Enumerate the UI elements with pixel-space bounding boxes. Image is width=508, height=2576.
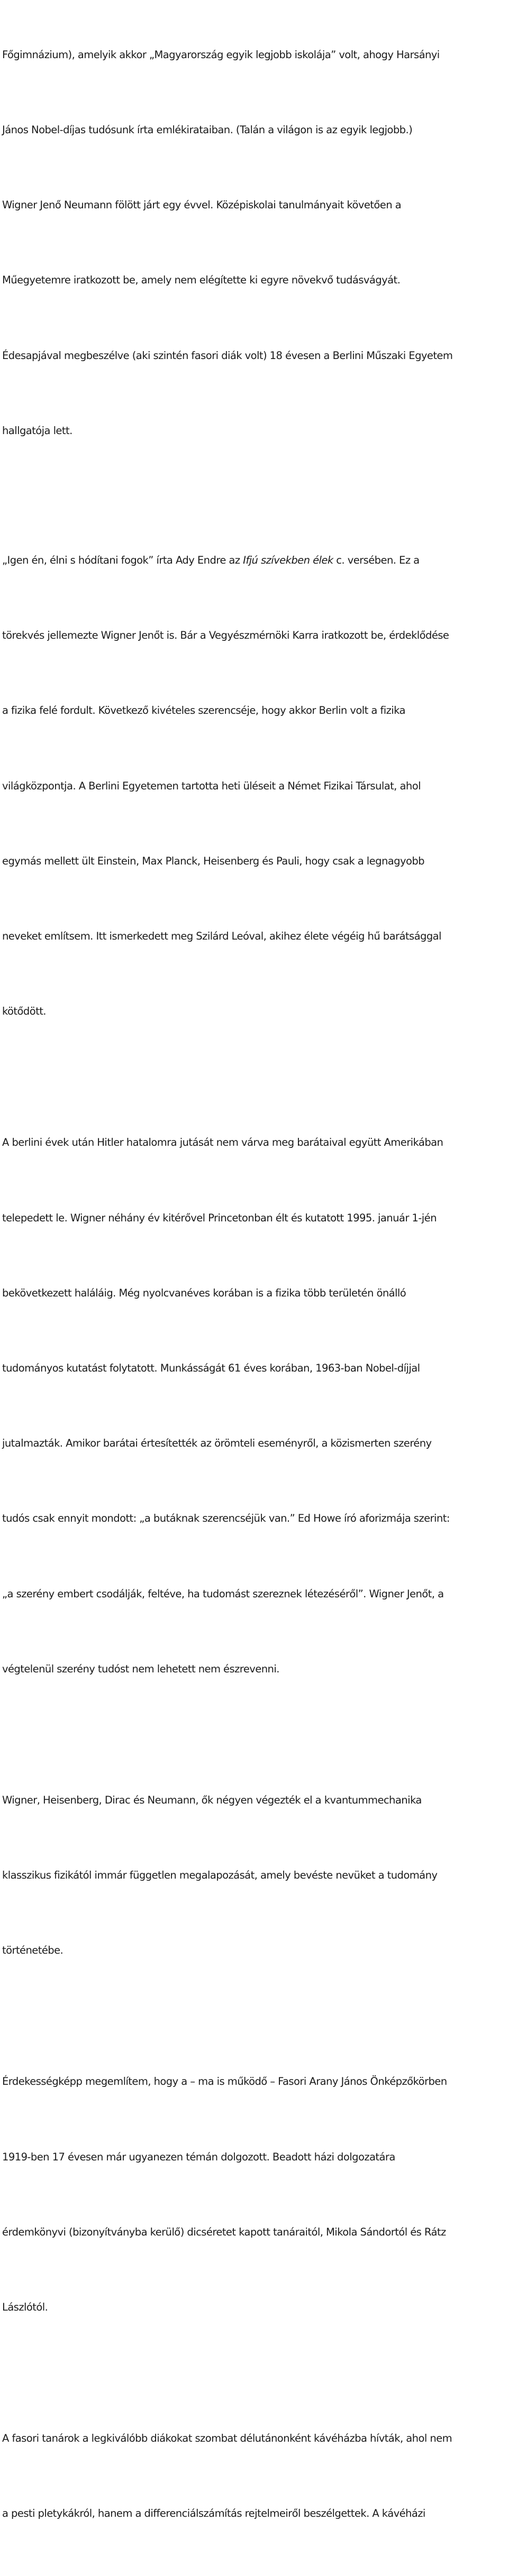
text-line: János Nobel-díjas tudósunk írta emlékirataiban. (Talán a világon is az egyik legjobb.) — [2, 124, 413, 136]
text-line: törekvés jellemezte Wigner Jenőt is. Bár a Vegyészmérnöki Karra iratkozott be, érdeklődése — [2, 629, 449, 642]
text-line — [2, 548, 508, 573]
paragraph-gap — [2, 1732, 508, 1737]
text-line: történetébe. — [2, 1944, 64, 1957]
text-line: Lászlótól. — [2, 2301, 48, 2313]
text-line: Wigner Jenő Neumann fölött járt egy évvel. Középiskolai tanulmányait követően a — [2, 199, 402, 211]
text-line: klasszikus fizikától immár független megalapozását, amely bevéste nevüket a tudomány — [2, 1869, 438, 1882]
text-line: a pesti pletykákról, hanem a differenciálszámítás rejtelmeiről beszélgettek. A kávéházi — [2, 2507, 425, 2520]
paragraph-6 — [2, 2376, 508, 2576]
paragraph-3 — [2, 1080, 508, 1732]
paragraph-2 — [2, 498, 508, 1074]
paragraph-gap — [2, 493, 508, 498]
text-line: A berlini évek után Hitler hatalomra jutását nem várva meg barátaival együtt Amerikában — [2, 1136, 443, 1149]
text-line: Főgimnázium), amelyik akkor „Magyarország egyik legjobb iskolája” volt, ahogy Harsányi — [2, 48, 440, 61]
text-line: tudós csak ennyit mondott: „a butáknak szerencséjük van.” Ed Howe író aforizmája szerint: — [2, 1512, 450, 1525]
poem-title: Ifjú szívekben élek — [243, 554, 333, 566]
text-line: Wigner, Heisenberg, Dirac és Neumann, ők négyen végezték el a kvantummechanika — [2, 1793, 422, 1806]
text-line: „a szerény embert csodálják, feltéve, ha tudomást szereznek létezéséről”. Wigner Jenőt, a — [2, 1587, 444, 1600]
text-line: végtelenül szerény tudóst nem lehetett nem észrevenni. — [2, 1662, 279, 1675]
paragraph-5 — [2, 2019, 508, 2370]
text-fragment: c. versében. Ez a — [333, 554, 420, 566]
text-line: Édesapjával megbeszélve (aki szintén fasori diák volt) 18 évesen a Berlini Műszaki Egyetem — [2, 349, 453, 362]
text-line: 1919-ben 17 évesen már ugyanezen témán dolgozott. Beadott házi dolgozatára — [2, 2150, 395, 2163]
text-line: bekövetkezett haláláig. Még nyolcvanéves korában is a fizika több területén önálló — [2, 1286, 406, 1299]
text-line: egymás mellett ült Einstein, Max Planck, Heisenberg és Pauli, hogy csak a legnagyobb — [2, 854, 425, 867]
text-line: telepedett le. Wigner néhány év kitérővel Princetonban élt és kutatott 1995. január 1-jén — [2, 1211, 437, 1224]
paragraph-gap — [2, 2013, 508, 2019]
paragraph-gap — [2, 1074, 508, 1080]
quote-text: „Igen én, élni s hódítani fogok” írta Ady Endre az — [2, 554, 243, 566]
paragraph-4 — [2, 1737, 508, 2013]
text-line: világközpontja. A Berlini Egyetemen tartotta heti üléseit a Német Fizikai Társulat, ahol — [2, 779, 421, 792]
document-page — [2, 0, 508, 2576]
text-line: érdemkönyvi (bizonyítványba kerülő) dicséretet kapott tanáraitól, Mikola Sándortól és Rátz — [2, 2225, 446, 2238]
paragraph-gap — [2, 2370, 508, 2376]
text-line: a fizika felé fordult. Következő kivételes szerencséje, hogy akkor Berlin volt a fizika — [2, 704, 405, 717]
text-line: neveket említsem. Itt ismerkedett meg Szilárd Leóval, akihez élete végéig hű barátsággal — [2, 930, 441, 943]
paragraph-1 — [2, 0, 508, 493]
text-line: A fasori tanárok a legkiválóbb diákokat szombat délutánonként kávéházba hívták, ahol nem — [2, 2432, 452, 2444]
text-line: jutalmazták. Amikor barátai értesítették az örömteli eseményről, a közismerten szerény — [2, 1437, 432, 1450]
text-line: hallgatója lett. — [2, 424, 72, 437]
text-line: kötődött. — [2, 1005, 46, 1018]
text-line: Érdekességképp megemlítem, hogy a – ma is működő – Fasori Arany János Önképzőkörben — [2, 2075, 447, 2088]
text-line: tudományos kutatást folytatott. Munkásságát 61 éves korában, 1963-ban Nobel-díjjal — [2, 1361, 420, 1374]
text-line: Műegyetemre iratkozott be, amely nem elégítette ki egyre növekvő tudásvágyát. — [2, 274, 401, 287]
